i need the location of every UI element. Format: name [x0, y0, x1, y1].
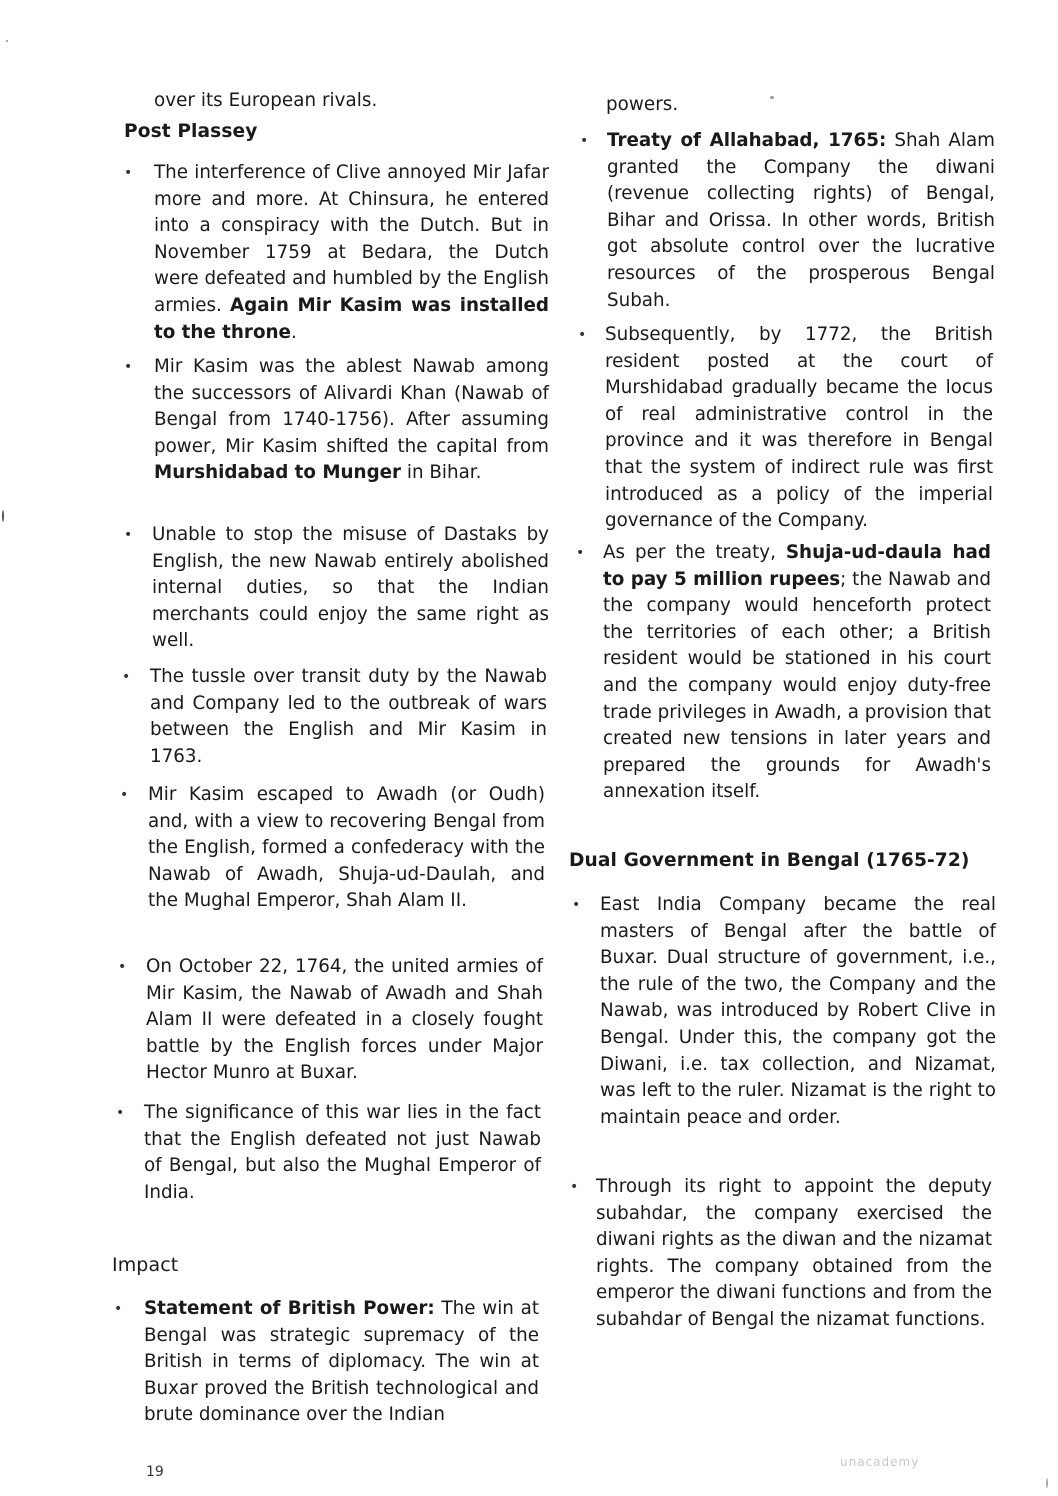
bullet-icon: • [580, 133, 589, 149]
right-continuation-text: powers. [606, 94, 679, 115]
bullet-text [146, 954, 543, 1087]
scan-speck [6, 40, 8, 42]
bullet-text [607, 128, 995, 314]
watermark-logo: unacademy [840, 1455, 920, 1469]
text-segment: The win at Bengal was strategic supremacy of the British in terms of diplomacy. The win at Buxar proved the British technological and brute dominance over the Indian [144, 1298, 539, 1426]
bullet-text [605, 322, 993, 535]
bullet-icon: • [122, 669, 131, 685]
text-segment: Through its right to appoint the deputy subahdar, the company exercised the diwani rights as the diwan and the nizamat rights. The company obtained from the emperor the diwani functions and from the subahdar of Bengal the nizamat functions. [596, 1176, 992, 1330]
heading-dual-government: Dual Government in Bengal (1765-72) [569, 850, 970, 871]
left-continuation-text: over its European rivals. [154, 90, 378, 111]
heading-post-plassey: Post Plassey [124, 121, 258, 142]
bullet-icon: • [116, 1105, 125, 1121]
bullet-icon: • [578, 327, 587, 343]
bullet-text [154, 160, 549, 346]
bold-text-segment: Again Mir Kasim was installed to the throne [154, 294, 549, 343]
bullet-text [144, 1100, 541, 1206]
bullet-icon: • [124, 527, 133, 543]
bullet-text [596, 1174, 992, 1334]
bullet-icon: • [576, 545, 585, 561]
text-segment: in Bihar. [401, 462, 482, 484]
text-segment: As per the treaty, [603, 542, 786, 563]
bullet-icon: • [572, 897, 581, 913]
bullet-icon: • [114, 1301, 123, 1317]
bold-text-segment: Treaty of Allahabad, 1765: [607, 130, 887, 151]
bold-text-segment: Statement of British Power: [144, 1298, 435, 1319]
scan-speck [2, 510, 4, 522]
bullet-icon: • [118, 959, 127, 975]
text-segment: Shah Alam granted the Company the diwani (revenue collecting rights) of Bengal, Bihar and Orissa. In other words, British got absolute control over the lucrative resources of the prosperous Bengal Subah. [607, 130, 995, 311]
scan-speck [770, 96, 774, 99]
text-segment: The tussle over transit duty by the Nawab and Company led to the outbreak of wars between the English and Mir Kasim in 1763. [150, 666, 547, 767]
text-segment: . [290, 321, 297, 343]
text-segment: The interference of Clive annoyed Mir Jafar more and more. At Chinsura, he entered into a conspiracy with the Dutch. But in November 1759 at Bedara, the Dutch were defeated and humbled by the English armies. [154, 162, 549, 316]
bullet-icon: • [124, 359, 133, 375]
bullet-text [148, 782, 545, 915]
bullet-text [154, 354, 549, 487]
page-number: 19 [146, 1464, 164, 1480]
bold-text-segment: Shuja-ud-daula had to pay 5 million rupees [603, 542, 991, 590]
heading-impact: Impact [112, 1254, 179, 1276]
bullet-text [144, 1296, 539, 1429]
text-segment: On October 22, 1764, the united armies of Mir Kasim, the Nawab of Awadh and Shah Alam II were defeated in a closely fought battle by the English forces under Major Hector Munro at Buxar. [146, 956, 543, 1084]
bullet-text [150, 664, 547, 770]
text-segment: Mir Kasim escaped to Awadh (or Oudh) and, with a view to recovering Bengal from the English, formed a confederacy with the Nawab of Awadh, Shuja-ud-Daulah, and the Mughal Emperor, Shah Alam II. [148, 784, 545, 912]
bullet-icon: • [124, 165, 133, 181]
bullet-text [603, 540, 991, 806]
bullet-text [600, 892, 996, 1131]
text-segment: Subsequently, by 1772, the British resident posted at the court of Murshidabad gradually became the locus of real administrative control in the province and it was therefore in Bengal that the system of indirect rule was first introduced as a policy of the imperial governance of the Company. [605, 324, 993, 532]
bold-text-segment: Murshidabad to Munger [154, 462, 402, 484]
bullet-text [152, 522, 549, 655]
text-segment: The significance of this war lies in the fact that the English defeated not just Nawab of Bengal, but also the Mughal Emperor of India. [144, 1102, 541, 1203]
bullet-icon: • [570, 1179, 579, 1195]
text-segment: ; the Nawab and the company would henceforth protect the territories of each other; a British resident would be stationed in his court and the company would enjoy duty-free trade privileges in Awadh, a provision that created new tensions in later years and prepared the grounds for Awadh's annexation itself. [603, 568, 991, 803]
bullet-icon: • [120, 787, 129, 803]
text-segment: Mir Kasim was the ablest Nawab among the successors of Alivardi Khan (Nawab of Bengal from 1740-1756). After assuming power, Mir Kasim shifted the capital from [154, 356, 549, 457]
text-segment: East India Company became the real masters of Bengal after the battle of Buxar. Dual structure of government, i.e., the rule of the two, the Company and the Nawab, was introduced by Robert Clive in Bengal. Under this, the company got the Diwani, i.e. tax collection, and Nizamat, was left to the ruler. Nizamat is the right to maintain peace and order. [600, 894, 996, 1128]
scan-speck [1046, 1478, 1048, 1488]
text-segment: Unable to stop the misuse of Dastaks by English, the new Nawab entirely abolished internal duties, so that the Indian merchants could enjoy the same right as well. [152, 524, 549, 652]
